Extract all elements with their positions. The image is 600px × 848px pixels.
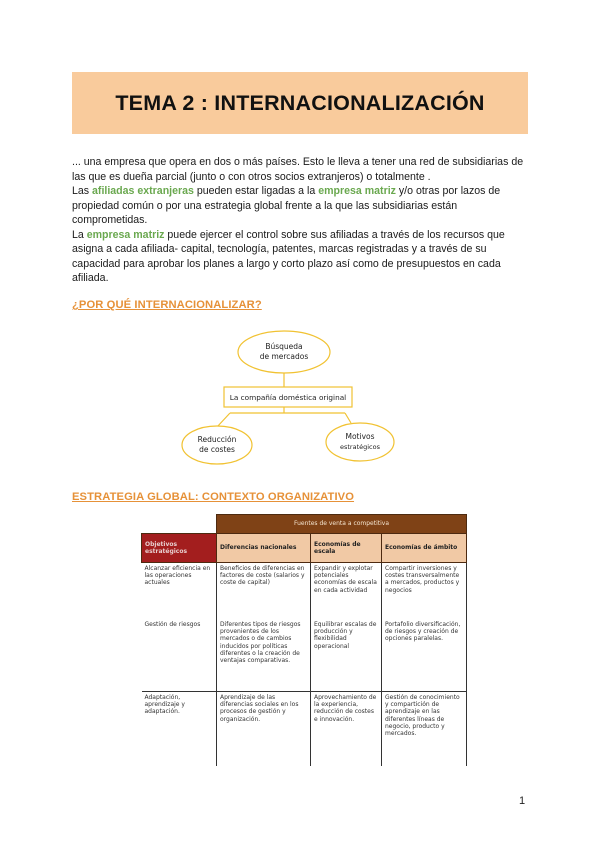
label-estrategicos: estratégicos: [339, 443, 381, 451]
text-segment: y/o otras por lazos de propiedad común o por una estrategia global frente a la que las subsidiarias están comprometidas.: [72, 185, 501, 226]
table-group-header: Fuentes de venta a competitiva: [217, 515, 467, 534]
table-row: [142, 619, 467, 692]
label-compania-domestica: La compañía doméstica original: [229, 393, 347, 402]
table-cell: Equilibrar escalas de producción y flexibilidad operacional: [311, 619, 382, 692]
text-segment: La: [72, 228, 87, 241]
section-heading-estrategia-global: ESTRATEGIA GLOBAL: CONTEXTO ORGANIZATIVO: [72, 491, 355, 503]
table-cell: Gestión de conocimiento y compartición de aprendizaje en las diferentes líneas de negocio, producto y mercados.: [382, 692, 467, 767]
column-header-escala: Economías de escala: [311, 534, 382, 563]
term-empresa-matriz: empresa matriz: [86, 228, 165, 241]
text-segment: puede ejercer el control sobre sus afiliadas a través de los recursos que asigna a cada afiliada- capital, tecnología, patentes, marcas registradas y a través de su capacidad para aprobar los planes a largo y corto plazo así como de presupuestos en cada afiliada.: [72, 228, 505, 284]
label-motivos: Motivos: [345, 432, 375, 441]
table-cell: Alcanzar eficiencia en las operaciones actuales: [142, 563, 217, 620]
table-cell: Portafolio diversificación, de riesgos y creación de opciones paralelas.: [382, 619, 467, 692]
connector-line: [345, 413, 351, 423]
page-title: TEMA 2 : INTERNACIONALIZACIÓN: [115, 90, 485, 115]
section-heading-por-que: ¿POR QUÉ INTERNACIONALIZAR?: [72, 299, 262, 311]
strategy-table: [141, 514, 466, 766]
column-header-ambito: Economías de ámbito: [382, 534, 467, 563]
text-segment: pueden estar ligadas a la: [193, 185, 319, 197]
table-cell: Diferentes tipos de riesgos provenientes de los mercados o de cambios inducidos por políticas diferentes o la creación de ventajas comparativas.: [217, 619, 311, 692]
table-cell: Compartir inversiones y costes transversalmente a mercados, productos y negocios: [382, 563, 467, 620]
table-row: [142, 692, 467, 767]
intro-paragraph-2: [72, 184, 532, 228]
table-cell: Gestión de riesgos: [142, 619, 217, 692]
table-row: [142, 563, 467, 620]
intro-paragraph-1: ... una empresa que opera en dos o más países. Esto le lleva a tener una red de subsidiarias de las que es dueña parcial (junto o con otros socios extranjeros) o totalmente .: [72, 156, 524, 183]
intro-paragraph-3: [72, 228, 532, 286]
page-number: 1: [519, 795, 526, 807]
ellipse-motivos-estrategicos: [326, 423, 394, 461]
label-de-costes: de costes: [199, 445, 235, 454]
connector-line: [217, 413, 230, 427]
intro-text: [72, 155, 532, 286]
label-de-mercados: de mercados: [259, 352, 309, 361]
label-reduccion: Reducción: [197, 435, 237, 444]
column-header-diferencias: Diferencias nacionales: [217, 534, 311, 563]
table-cell: Expandir y explotar potenciales economías de escala en cada actividad: [311, 563, 382, 620]
table-cell: Aprendizaje de las diferencias sociales en los procesos de gestión y organización.: [217, 692, 311, 767]
table-cell: Adaptación, aprendizaje y adaptación.: [142, 692, 217, 767]
label-busqueda: Búsqueda: [265, 342, 303, 351]
table-cell: Aprovechamiento de la experiencia, reducción de costes e innovación.: [311, 692, 382, 767]
term-empresa-matriz: empresa matriz: [318, 185, 396, 197]
title-banner: [72, 72, 528, 134]
term-afiliadas-extranjeras: afiliadas extranjeras: [92, 185, 194, 197]
column-header-objetivos: Objetivos estratégicos: [142, 534, 217, 563]
text-segment: Las: [72, 185, 93, 197]
table-cell: Beneficios de diferencias en factores de coste (salarios y coste de capital): [217, 563, 311, 620]
table-corner: [142, 515, 217, 534]
motives-diagram: [175, 325, 435, 470]
